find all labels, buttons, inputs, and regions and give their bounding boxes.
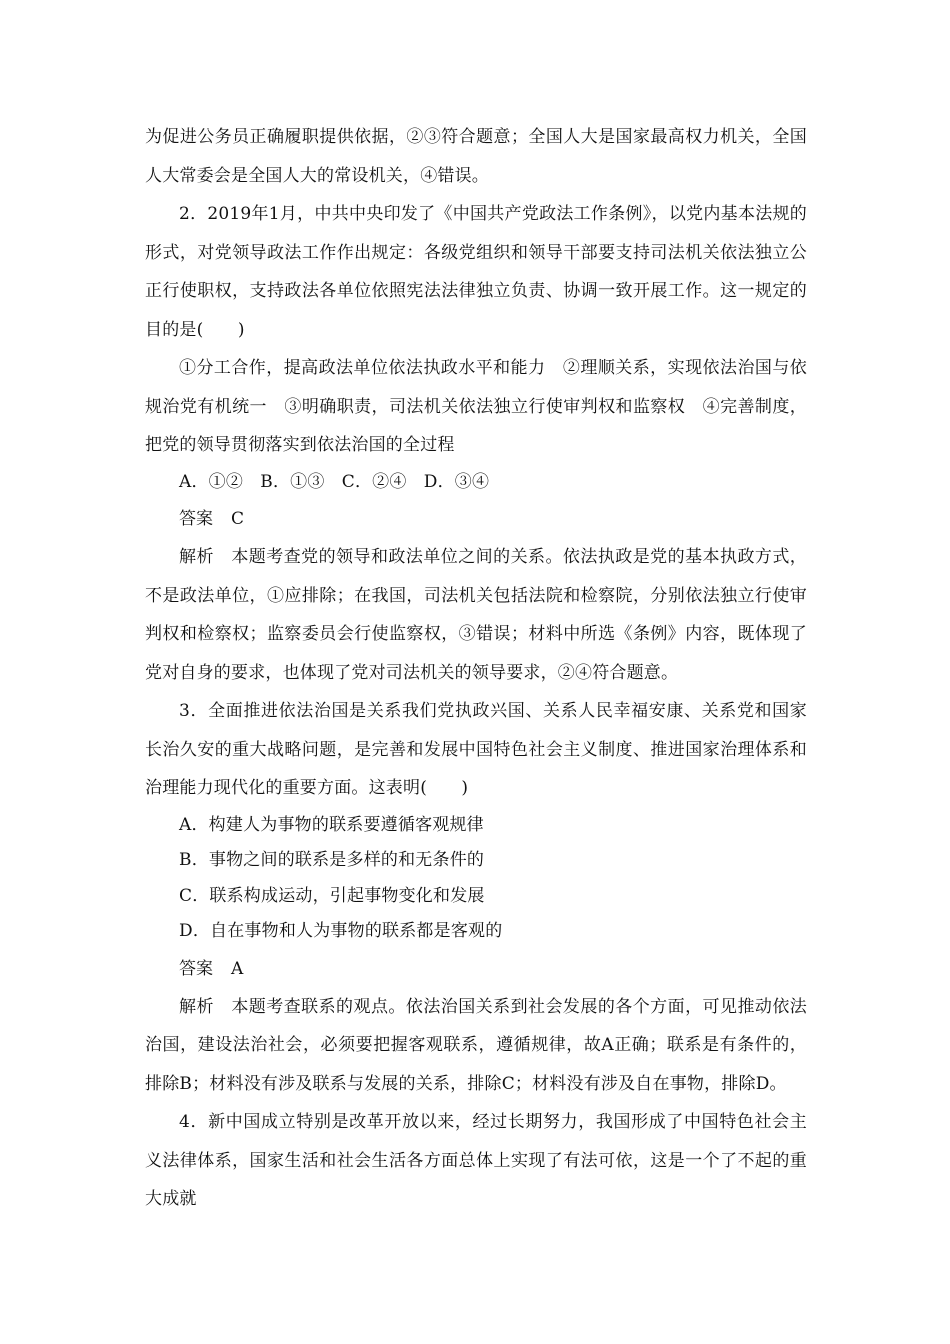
question-3-option-b: B．事物之间的联系是多样的和无条件的 (179, 850, 485, 870)
question-2-analysis: 解析 本题考查党的领导和政法单位之间的关系。依法执政是党的基本执政方式，不是政法单位，①应排除；在我国，司法机关包括法院和检察院，分别依法独立行使审判权和检察权；监察委员会行使监察权，③错误；材料中所选《条例》内容，既体现了党对自身的要求，也体现了党对司法机关的领导要求，②④符合题意。 (145, 547, 807, 683)
answer-value: A (231, 958, 244, 979)
question-3-stem: 3．全面推进依法治国是关系我们党执政兴国、关系人民幸福安康、关系党和国家长治久安的重大战略问题，是完善和发展中国特色社会主义制度、推进国家治理体系和治理能力现代化的重要方面。这表明( ) (145, 701, 807, 798)
question-3-option-c: C．联系构成运动，引起事物变化和发展 (179, 885, 485, 906)
question-2-items: ①分工合作，提高政法单位依法执政水平和能力 ②理顺关系，实现依法治国与依规治党有机统一 ③明确职责，司法机关依法独立行使审判权和监察权 ④完善制度，把党的领导贯彻落实到依法治国的全过程 (145, 358, 807, 455)
question-3-option-d: D．自在事物和人为事物的联系都是客观的 (179, 921, 503, 941)
question-3-analysis: 解析 本题考查联系的观点。依法治国关系到社会发展的各个方面，可见推动依法治国，建设法治社会，必须要把握客观联系，遵循规律，故A正确；联系是有条件的，排除B；材料没有涉及联系与发展的关系，排除C；材料没有涉及自在事物，排除D。 (145, 996, 807, 1094)
question-4-stem: 4．新中国成立特别是改革开放以来，经过长期努力，我国形成了中国特色社会主义法律体系，国家生活和社会生活各方面总体上实现了有法可依，这是一个了不起的重大成就 (145, 1112, 807, 1209)
question-2-answer (145, 500, 807, 538)
question-3-answer (145, 950, 807, 988)
question-2-options: A．①② B．①③ C．②④ D．③④ (179, 471, 490, 492)
answer-value: C (231, 509, 245, 529)
paragraph-continuation: 为促进公务员正确履职提供依据，②③符合题意；全国人大是国家最高权力机关，全国人大常委会是全国人大的常设机关，④错误。 (145, 127, 807, 186)
question-2-stem: 2．2019年1月，中共中央印发了《中国共产党政法工作条例》，以党内基本法规的形式，对党领导政法工作作出规定：各级党组织和领导干部要支持司法机关依法独立公正行使职权，支持政法各单位依照宪法法律独立负责、协调一致开展工作。这一规定的目的是( ) (145, 204, 807, 340)
answer-label: 答案 (179, 958, 213, 979)
question-3-option-a: A．构建人为事物的联系要遵循客观规律 (179, 814, 484, 835)
answer-label: 答案 (179, 509, 213, 529)
document-body (145, 118, 807, 1219)
